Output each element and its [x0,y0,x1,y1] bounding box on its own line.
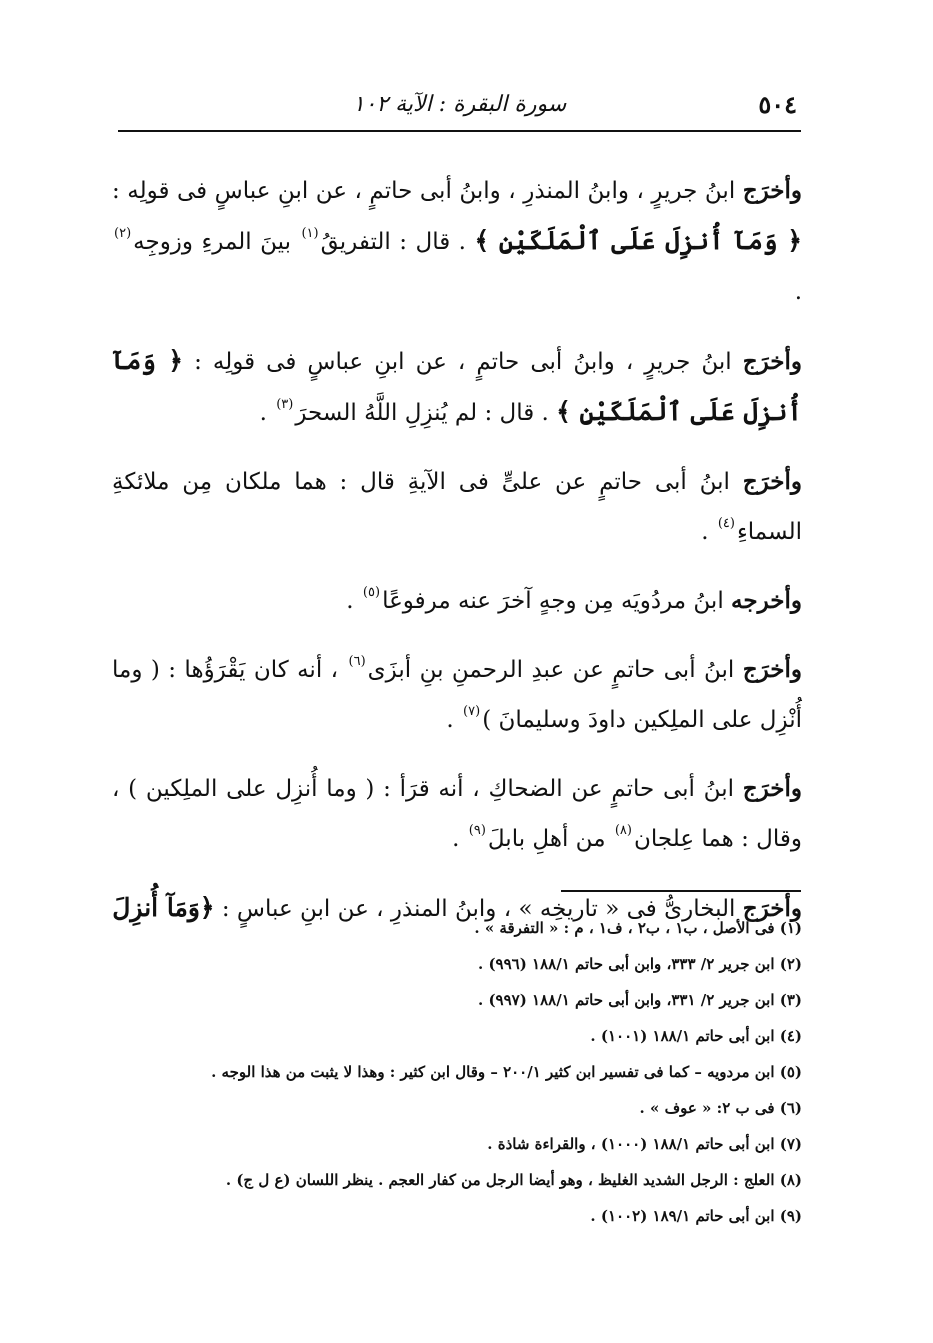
main-text [112,166,802,953]
paragraph-lead: وأخرَج [742,348,802,375]
paragraph-text: . [446,707,462,733]
footnote-9: (٩) ابن أبى حاتم ١٨٩/١ (١٠٠٢) . [590,1207,802,1225]
paragraph-text: ، أنه كان يَقْرَؤُها : ( وما أُنْزِل على الملِكين داودَ وسليمانَ ) [112,657,802,733]
paragraph-text: ابنُ مردُويَه مِن وجهٍ آخرَ عنه مرفوعًا [382,588,732,614]
footnote-marker: (٧) [463,704,481,719]
quran-quote: ﴿ وَمَآ أُنزِلَ عَلَى ٱلْمَلَكَيْنِ ﴾ [474,226,803,255]
footnote-5: (٥) ابن مردويه – كما فى تفسير ابن كثير ٢٠٠/١ – وقال ابن كثير : وهذا لا يثبت من هذا الوجه . [211,1063,802,1081]
paragraph-text: ابنُ أبى حاتمٍ عن الضحاكِ ، أنه قرَأ : ( وما أُنزِل على الملِكين ) ، وقال : هما عِلجان [112,776,802,852]
paragraph-2 [112,336,802,438]
footnote-marker: (٦) [348,654,366,669]
footnote-4: (٤) ابن أبى حاتم ١٨٨/١ (١٠٠١) . [590,1027,802,1045]
paragraph-text: ابنُ جريرٍ ، وابنُ أبى حاتمٍ ، عن ابنِ عباسٍ فى قولِه : [183,349,743,375]
footnote-marker: (١) [301,226,319,241]
page-number: ٥٠٤ [758,90,797,119]
footnote-divider [561,890,801,892]
paragraph-text: . [346,588,361,614]
footnote-marker: (٩) [468,823,486,838]
paragraph-lead: وأخرجه [731,587,802,614]
footnote-6: (٦) فى ب ٢: « عوف » . [639,1099,802,1117]
paragraph-text: ابنُ جريرٍ ، وابنُ المنذرِ ، وابنُ أبى حاتمٍ ، عن ابنِ عباسٍ فى قولِه : [112,178,743,204]
footnote-marker: (٥) [362,585,381,600]
footnotes [112,910,802,1234]
paragraph-lead: وأخرَج [742,177,802,204]
footnote-2: (٢) ابن جرير ٢/ ٣٣٣، وابن أبى حاتم ١٨٨/١ (٩٩٦) . [478,955,802,973]
paragraph-6 [112,764,802,864]
paragraph-text: بينَ المرءِ وزوجِه [133,229,300,255]
paragraph-1 [112,166,802,317]
footnote-1: (١) فى الأصل ، ب١ ، ب٢ ، ف١ ، م : « التفرقة » . [474,919,802,937]
running-title: سورة البقرة : الآية ١٠٢ [352,92,567,117]
paragraph-lead: وأخرَج [742,775,802,802]
paragraph-text: . [452,826,467,852]
paragraph-5 [112,645,802,745]
paragraph-text: ابنُ أبى حاتمٍ عن عبدِ الرحمنِ بنِ أبزَى [367,657,743,683]
footnote-marker: (٤) [717,516,735,531]
quran-quote: ﴿ وَمَآ أُنزِلَ عَلَى ٱلْمَلَكَيْنِ ﴾ [112,346,802,426]
quran-quote: ﴿وَمَآ أُنزِلَ [112,893,215,922]
footnote-marker: (٨) [614,823,632,838]
paragraph-4 [112,576,802,626]
footnote-marker: (٢) [114,226,132,241]
paragraph-3 [112,457,802,557]
paragraph-lead: وأخرَج [742,895,802,922]
paragraph-text: ابنُ أبى حاتمٍ عن علىٍّ فى الآيةِ قال : هما ملكان مِن ملائكةِ السماءِ [112,469,802,545]
paragraph-text: من أهلِ بابلَ [487,826,613,852]
footnote-marker: (٣) [276,397,294,412]
paragraph-text: البخارىُّ فى « تاريخِه » ، وابنُ المنذرِ ، عن ابنِ عباسٍ : [214,896,743,922]
footnote-7: (٧) ابن أبى حاتم ١٨٨/١ (١٠٠٠) ، والقراءة شاذة . [487,1135,802,1153]
paragraph-lead: وأخرَج [742,656,802,683]
footnote-3: (٣) ابن جرير ٢/ ٣٣١، وابن أبى حاتم ١٨٨/١ (٩٩٧) . [478,991,802,1009]
footnote-8: (٨) العلج : الرجل الشديد الغليظ ، وهو أيضا الرجل من كفار العجم . ينظر اللسان (ع ل ج) . [225,1171,802,1189]
paragraph-text: . [259,400,275,426]
paragraph-text: . قال : لم يُنزِلِ اللَّهُ السحرَ [295,400,557,426]
paragraph-text: . [701,519,716,545]
paragraph-text: . [794,279,802,305]
paragraph-lead: وأخرَج [742,468,802,495]
paragraph-text: . قال : التفريقُ [320,229,475,255]
page-header [118,86,801,132]
